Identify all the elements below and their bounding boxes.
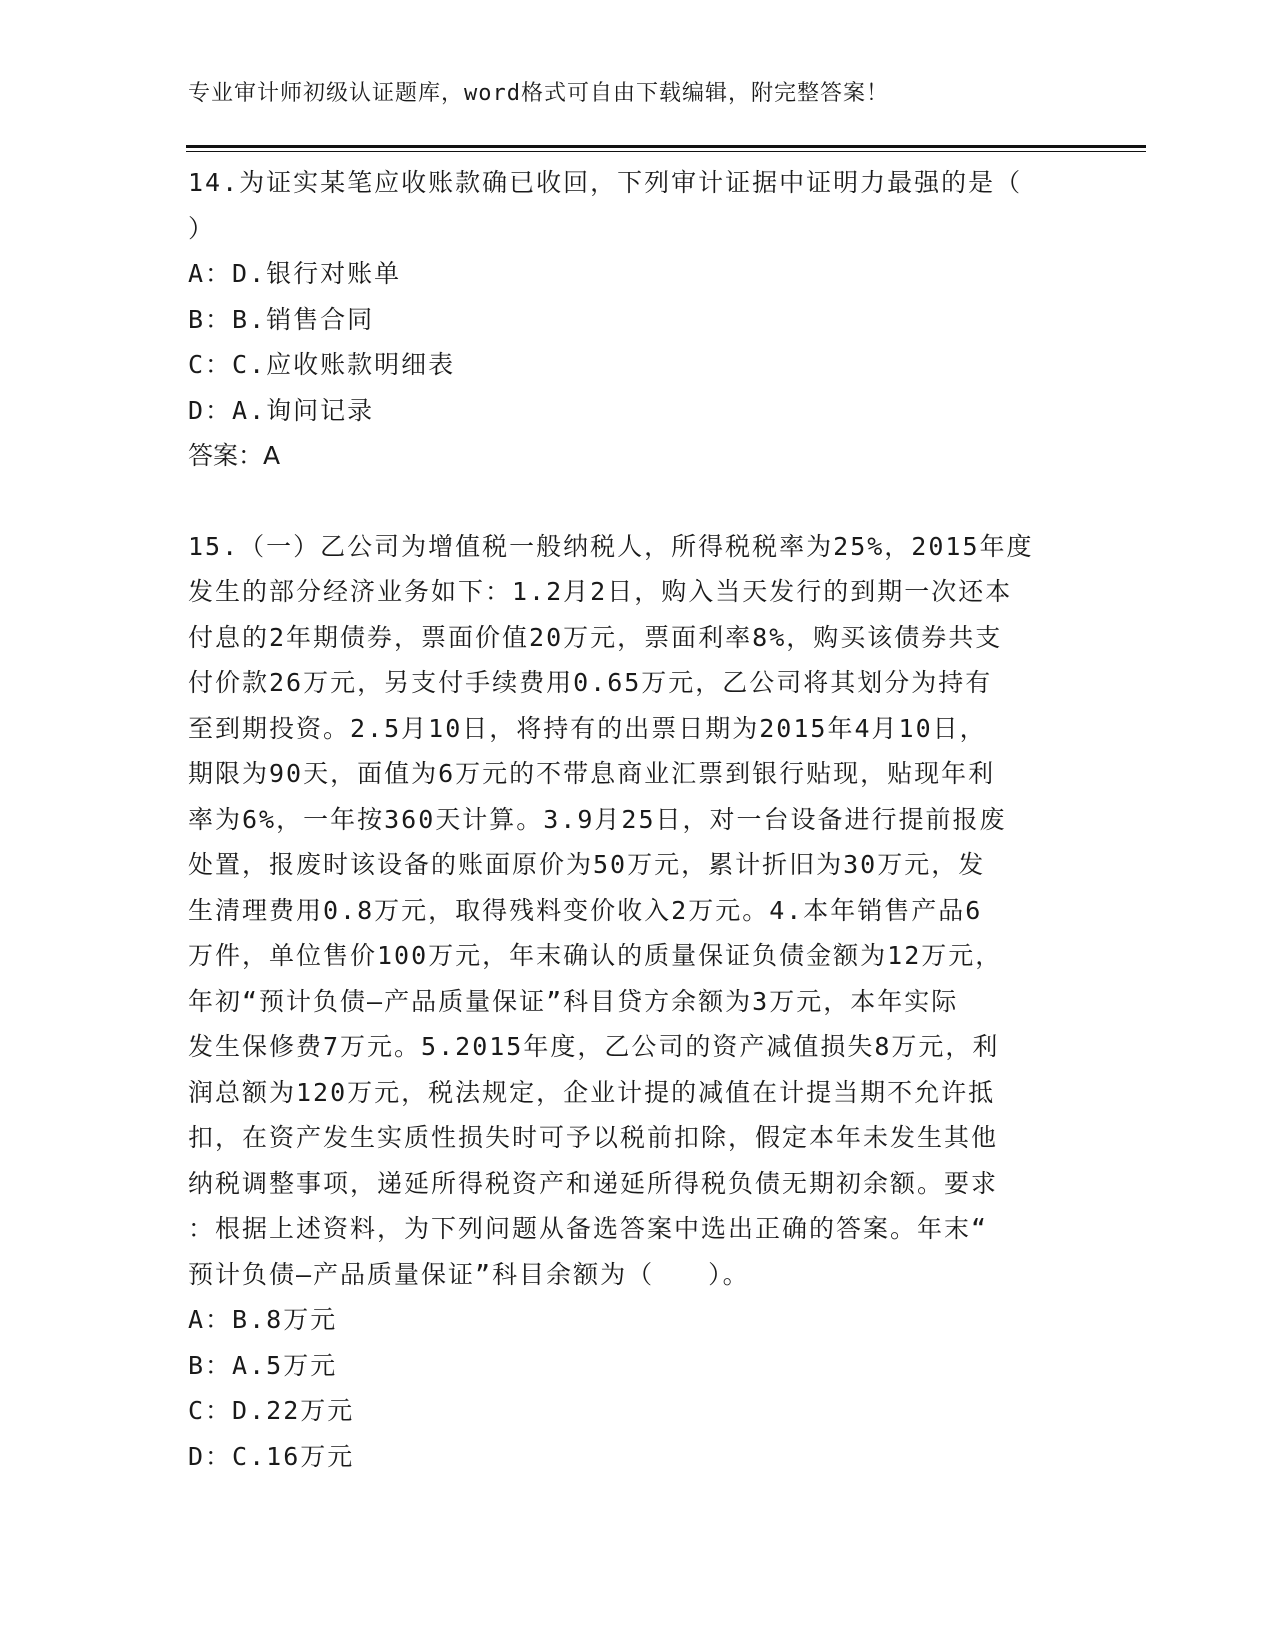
option-a: A：D.银行对账单	[188, 259, 402, 288]
question-spacer	[188, 479, 1078, 524]
question-list	[188, 160, 1078, 1479]
option-b: B：A.5万元	[188, 1350, 338, 1380]
option-d: D：C.16万元	[188, 1441, 355, 1471]
page-header: 专业审计师初级认证题库，word格式可自由下载编辑，附完整答案！	[188, 81, 889, 106]
option-b: B：B.销售合同	[188, 304, 375, 334]
question-14	[188, 160, 1078, 479]
header-rule-thick	[186, 145, 1146, 148]
option-a: A：B.8万元	[188, 1305, 338, 1334]
option-c: C：D.22万元	[188, 1396, 355, 1425]
answer-label: 答案：A	[188, 441, 281, 470]
question-15	[188, 524, 1078, 1480]
option-d: D：A.询问记录	[188, 395, 375, 425]
question-text: 14.为证实某笔应收账款确已收回，下列审计证据中证明力最强的是（ ）	[188, 168, 1023, 243]
question-text: 15.（一）乙公司为增值税一般纳税人，所得税税率为25%，2015年度 发生的部分经济业务如下：1.2月2日，购入当天发行的到期一次还本 付息的2年期债券，票面价值20万元，票面利率8%，购买该债券共支 付价款26万元，另支付手续费用0.65万元，乙公司将其划分为持有 至到期投资。2.5月10日，将持有的出票日期为2015年4月10日， 期限为90天，面值为6万元的不带息商业汇票到银行贴现，贴现年利 率为6%，一年按360天计算。3.9月25日，对一台设备进行提前报废 处置，报废时该设备的账面原价为50万元，累计折旧为30万元，发 生清理费用0.8万元，取得残料变价收入2万元。4.本年销售产品6 万件，单位售价100万元，年末确认的质量保证负债金额为12万元， 年初“预计负债—产品质量保证”科目贷方余额为3万元，本年实际 发生保修费7万元。5.2015年度，乙公司的资产减值损失8万元，利 润总额为120万元，税法规定，企业计提的减值在计提当期不允许抵 扣，在资产发生实质性损失时可予以税前扣除，假定本年未发生其他 纳税调整事项，递延所得税资产和递延所得税负债无期初余额。要求 ：根据上述资料，为下列问题从备选答案中选出正确的答案。年末“ 预计负债—产品质量保证”科目余额为（ ）。	[188, 531, 1034, 1289]
header-rule-thin	[186, 151, 1146, 152]
option-c: C：C.应收账款明细表	[188, 350, 456, 379]
